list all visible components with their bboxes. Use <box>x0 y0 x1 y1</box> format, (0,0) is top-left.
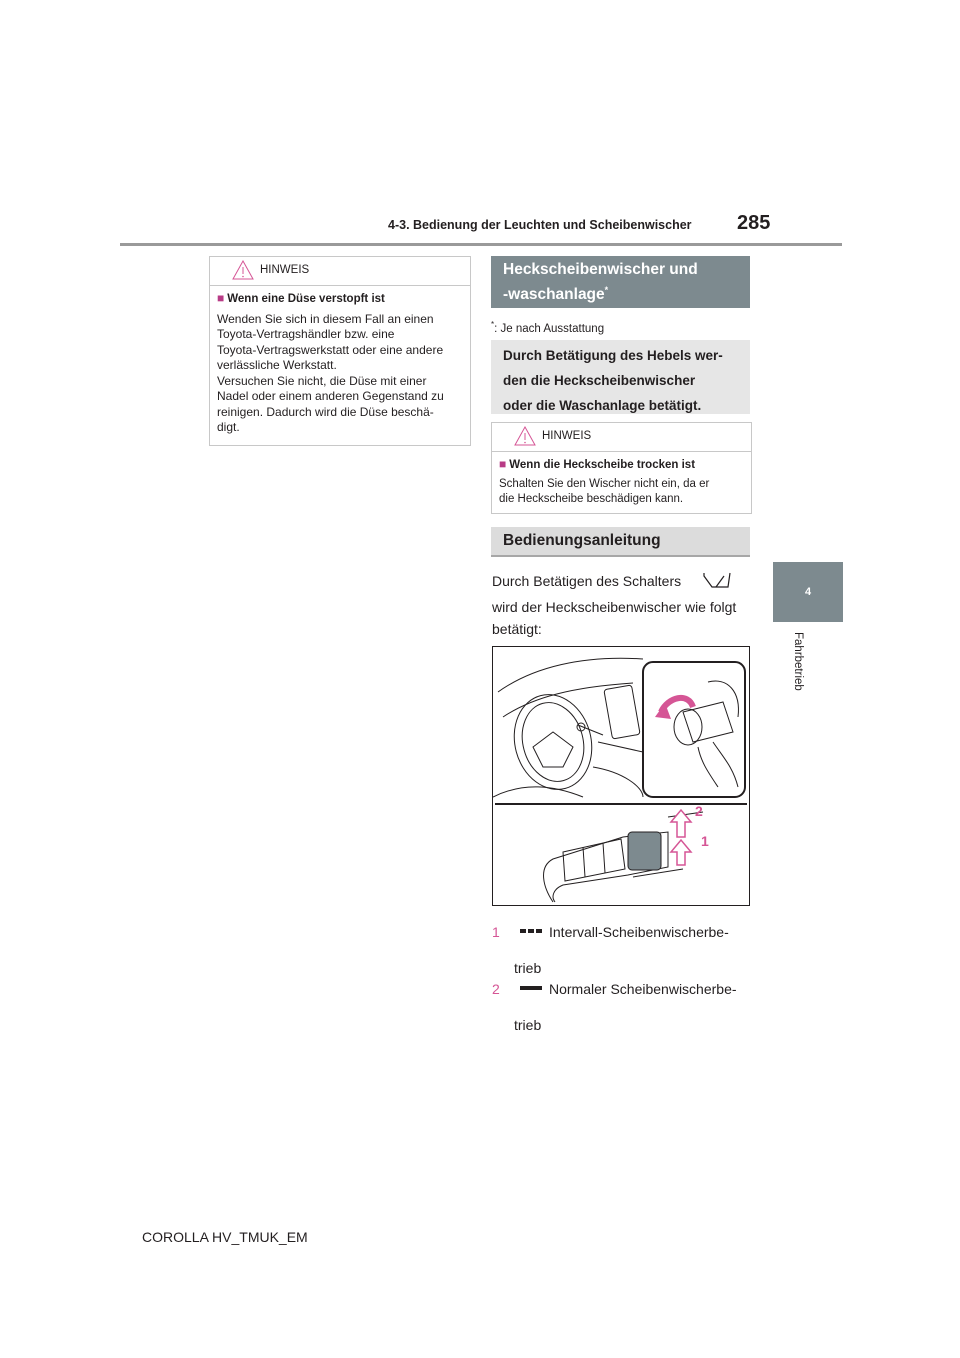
continuous-line-icon <box>520 986 542 990</box>
chapter-tab-number: 4 <box>804 586 812 598</box>
footnote-mark: * <box>491 320 495 329</box>
chapter-tab-label: Fahrbetrieb <box>792 632 804 691</box>
list-item <box>492 978 752 1036</box>
right-note-box <box>491 422 752 514</box>
warning-icon <box>232 260 254 280</box>
body-line: Durch Betätigen des Schalters <box>492 573 682 589</box>
section-heading-rear-wiper <box>491 256 750 308</box>
intermittent-line-icon <box>528 929 534 933</box>
intro-line: oder die Waschanlage betätigt. <box>503 398 702 413</box>
footnote <box>491 320 604 335</box>
callout-1: 1 <box>701 833 709 849</box>
intermittent-line-icon <box>536 929 542 933</box>
chapter-tab <box>773 562 843 622</box>
asterisk: * <box>604 285 609 295</box>
lever-illustration <box>493 647 749 905</box>
header-rule <box>120 243 842 246</box>
note-title: Wenn eine Düse verstopft ist <box>227 293 385 305</box>
callout-2: 2 <box>695 803 703 819</box>
section-title: Bedienungsanleitung <box>503 532 661 549</box>
footnote-text: : Je nach Ausstattung <box>494 322 605 335</box>
list-item <box>492 921 752 979</box>
operation-text <box>492 570 752 640</box>
list-number: 2 <box>492 981 500 997</box>
warning-icon <box>514 426 536 446</box>
intro-box <box>491 340 750 414</box>
body-line: betätigt: <box>492 621 542 637</box>
left-note-box <box>209 256 471 446</box>
lever-figure <box>492 646 750 906</box>
section-heading-operation <box>491 527 750 557</box>
intro-line: den die Heckscheibenwischer <box>503 373 696 388</box>
list-text: trieb <box>514 1017 542 1033</box>
note-text: Wenden Sie sich in diesem Fall an einen Toyota-Vertragshändler bzw. eine Toyota-Vertragswerkstatt oder eine andere verlässliche Werkstatt. Versuchen Sie nicht, die Düse mit einer Nadel oder einem anderen Gegenstand zu reinigen. Dadurch wird die Düse beschä- digt. <box>217 311 444 434</box>
intermittent-line-icon <box>520 929 526 933</box>
list-number: 1 <box>492 924 500 940</box>
note-header <box>210 257 470 286</box>
chapter-header: 4-3. Bedienung der Leuchten und Scheibenwischer <box>388 218 692 232</box>
body-line: wird der Heckscheibenwischer wie folgt <box>492 599 737 615</box>
bullet-square-icon: ■ <box>217 291 225 305</box>
section-title-line2: -waschanlage <box>503 286 605 304</box>
list-text: trieb <box>514 960 542 976</box>
note-header <box>492 423 751 452</box>
bullet-square-icon: ■ <box>499 457 507 471</box>
note-text: Schalten Sie den Wischer nicht ein, da er die Heckscheibe beschädigen kann. <box>499 478 710 505</box>
intro-line: Durch Betätigung des Hebels wer- <box>503 348 723 363</box>
note-label: HINWEIS <box>542 430 592 442</box>
page-number: 285 <box>737 212 771 234</box>
rear-wiper-switch-icon <box>702 570 732 590</box>
list-text: Normaler Scheibenwischerbe- <box>549 981 737 997</box>
footer-code: COROLLA HV_TMUK_EM <box>142 1229 308 1245</box>
section-title-line1: Heckscheibenwischer und <box>503 261 698 278</box>
note-label: HINWEIS <box>260 264 310 276</box>
list-text: Intervall-Scheibenwischerbe- <box>549 924 729 940</box>
note-title: Wenn die Heckscheibe trocken ist <box>509 459 696 471</box>
